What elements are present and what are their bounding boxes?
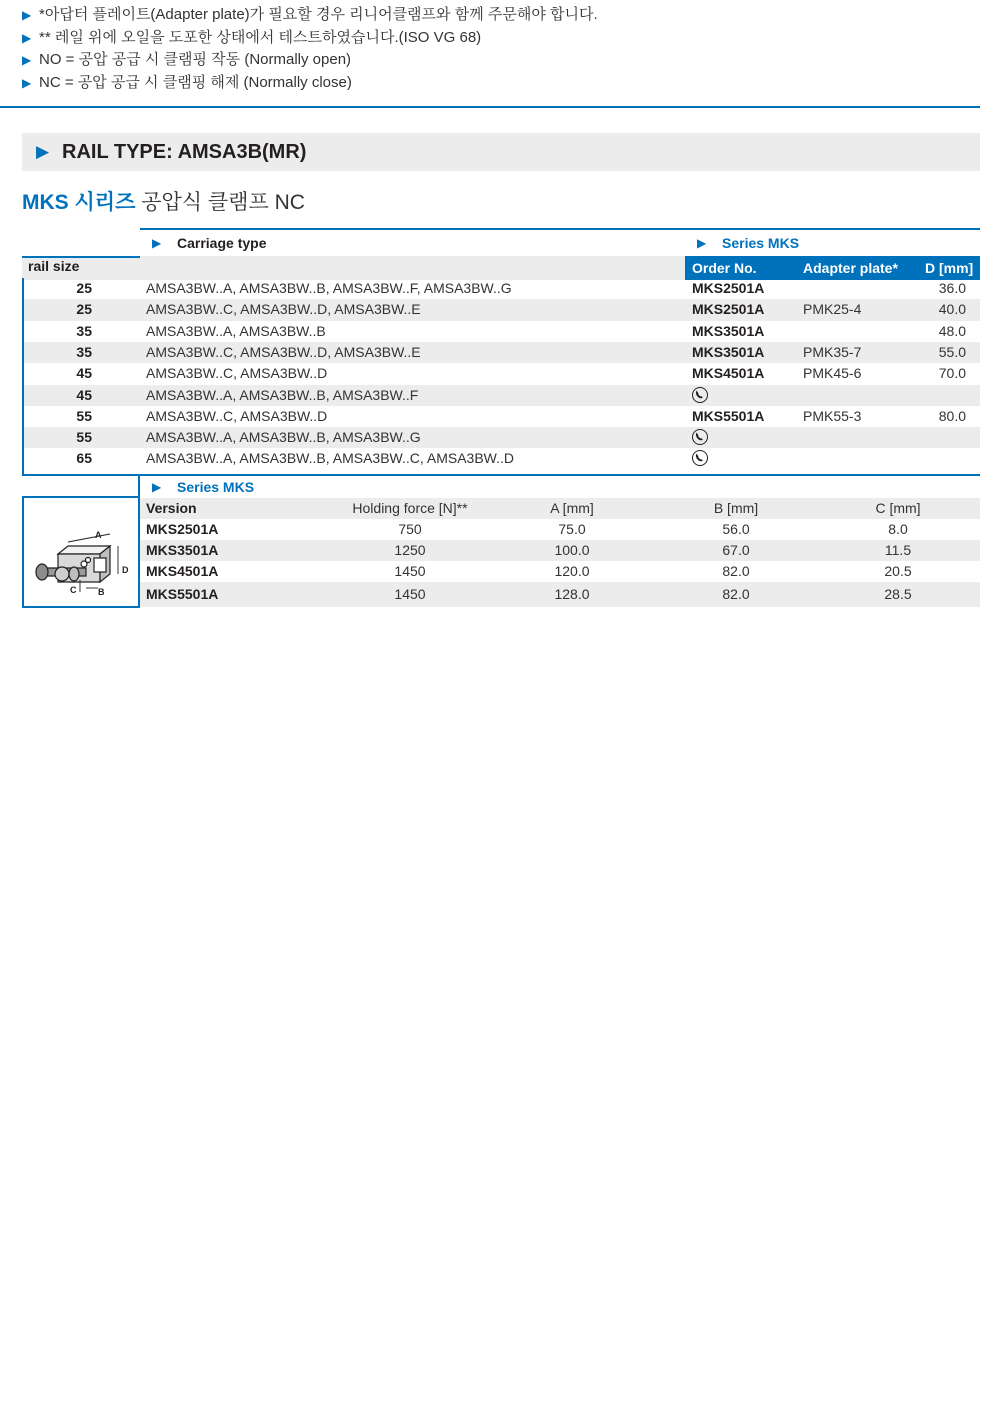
- c-cell: 28.5: [884, 586, 912, 602]
- notes-list: [22, 4, 982, 94]
- d-cell: 55.0: [938, 343, 966, 360]
- col-holding-force: Holding force [N]**: [352, 500, 468, 516]
- adapter-plate-cell: PMK25-4: [803, 301, 862, 318]
- triangle-icon: ▶: [22, 30, 32, 45]
- rail-type-header: [22, 133, 980, 171]
- rail-size-cell: 55: [76, 429, 92, 446]
- holding-cell: 750: [398, 521, 422, 537]
- c-cell: 11.5: [884, 542, 912, 558]
- col-d: D [mm]: [925, 260, 974, 276]
- d-cell: 70.0: [938, 365, 966, 382]
- adapter-plate-cell: PMK45-6: [803, 365, 862, 382]
- holding-cell: 1250: [394, 542, 426, 558]
- carriage-type-label: Carriage type: [177, 235, 267, 251]
- table-rule: [22, 496, 24, 608]
- rail-type-title: RAIL TYPE: AMSA3B(MR): [62, 141, 307, 163]
- d-cell: 80.0: [938, 407, 966, 424]
- a-cell: 120.0: [554, 563, 590, 579]
- table-rule: [22, 606, 140, 608]
- carriage-cell: AMSA3BW..C, AMSA3BW..D: [146, 407, 328, 424]
- adapter-plate-cell: PMK55-3: [803, 407, 862, 424]
- version-cell: MKS5501A: [146, 586, 219, 602]
- b-cell: 67.0: [722, 542, 750, 558]
- version-cell: MKS4501A: [146, 563, 219, 579]
- series-mks-label: Series MKS: [722, 235, 800, 251]
- col-c: C [mm]: [875, 500, 921, 516]
- table-rule: [22, 496, 140, 498]
- dimension-table: [22, 476, 980, 608]
- series-mks-label: Series MKS: [177, 479, 255, 495]
- carriage-cell: AMSA3BW..A, AMSA3BW..B, AMSA3BW..F, AMSA3BW..G: [146, 280, 512, 296]
- order-no-cell: MKS5501A: [692, 407, 765, 424]
- carriage-cell: AMSA3BW..A, AMSA3BW..B: [146, 322, 326, 339]
- series-name: MKS 시리즈: [22, 191, 136, 214]
- table-row: [22, 278, 980, 299]
- carriage-cell: AMSA3BW..C, AMSA3BW..D, AMSA3BW..E: [146, 343, 421, 360]
- table-row: [140, 561, 980, 582]
- rail-size-cell: 25: [76, 280, 92, 296]
- table-row: [140, 519, 980, 540]
- series-desc: 공압식 클램프 NC: [141, 191, 305, 214]
- series-title: [22, 186, 305, 216]
- divider: [0, 106, 980, 108]
- d-cell: 36.0: [938, 280, 966, 296]
- a-cell: 75.0: [558, 521, 586, 537]
- rail-size-cell: 45: [76, 365, 92, 382]
- version-cell: MKS3501A: [146, 542, 219, 558]
- rail-size-cell: 35: [76, 343, 92, 360]
- table-rule: [22, 278, 24, 476]
- holding-cell: 1450: [394, 563, 426, 579]
- carriage-cell: AMSA3BW..C, AMSA3BW..D: [146, 365, 328, 382]
- clamp-selection-table: [22, 228, 980, 476]
- carriage-cell: AMSA3BW..A, AMSA3BW..B, AMSA3BW..G: [146, 429, 421, 446]
- c-cell: 20.5: [884, 563, 912, 579]
- table-row: [22, 342, 980, 363]
- rail-size-label: rail size: [28, 258, 80, 274]
- table-row: [22, 299, 980, 320]
- table-row: [22, 406, 980, 427]
- diagram-label-c: C: [70, 585, 77, 595]
- rail-size-cell: 55: [76, 407, 92, 424]
- a-cell: 100.0: [554, 542, 590, 558]
- order-no-cell: MKS2501A: [692, 301, 765, 318]
- table-row: [140, 582, 980, 607]
- table-row: [22, 385, 980, 406]
- table-header-row: [140, 498, 980, 519]
- a-cell: 128.0: [554, 586, 590, 602]
- note-item: ▶ ** 레일 위에 오일을 도포한 상태에서 테스트하였습니다.(ISO VG 68): [22, 27, 982, 50]
- note-item: ▶ NO = 공압 공급 시 클램핑 작동 (Normally open): [22, 49, 982, 72]
- table-row: [22, 321, 980, 342]
- table-rule: [140, 228, 980, 230]
- diagram-label-b: B: [98, 587, 105, 597]
- adapter-plate-cell: PMK35-7: [803, 343, 862, 360]
- phone-icon: [692, 387, 708, 403]
- triangle-icon: ▶: [152, 480, 162, 494]
- rail-size-cell: 25: [76, 301, 92, 318]
- table-row: [22, 448, 980, 469]
- col-version: Version: [146, 500, 197, 516]
- c-cell: 8.0: [888, 521, 908, 537]
- triangle-icon: ▶: [22, 8, 32, 22]
- order-no-cell: MKS2501A: [692, 280, 765, 296]
- b-cell: 56.0: [722, 521, 750, 537]
- clamp-dimension-diagram: [28, 516, 134, 596]
- triangle-icon: ▶: [152, 236, 162, 250]
- version-cell: MKS2501A: [146, 521, 219, 537]
- diagram-label-a: A: [95, 530, 102, 540]
- triangle-icon: ▶: [697, 236, 707, 250]
- col-order-no: Order No.: [692, 260, 757, 276]
- col-a: A [mm]: [550, 500, 594, 516]
- order-no-cell: MKS3501A: [692, 343, 765, 360]
- rail-size-cell: 45: [76, 386, 92, 403]
- note-item: ▶ NC = 공압 공급 시 클램핑 해제 (Normally close): [22, 72, 982, 95]
- header-bg: [140, 256, 685, 280]
- d-cell: 40.0: [938, 301, 966, 318]
- diagram-label-d: D: [122, 565, 129, 575]
- triangle-icon: ▶: [36, 142, 50, 161]
- col-b: B [mm]: [713, 500, 759, 516]
- table-row: [22, 427, 980, 448]
- phone-icon: [692, 450, 708, 466]
- phone-icon: [692, 429, 708, 445]
- col-adapter-plate: Adapter plate*: [803, 260, 898, 276]
- table-row: [22, 363, 980, 384]
- note-item: ▶ *아답터 플레이트(Adapter plate)가 필요할 경우 리니어클램프와 함께 주문해야 합니다.: [22, 4, 982, 27]
- rail-size-cell: 35: [76, 322, 92, 339]
- rail-size-cell: 65: [76, 450, 92, 467]
- holding-cell: 1450: [394, 586, 426, 602]
- table-row: [140, 540, 980, 561]
- triangle-icon: ▶: [22, 75, 32, 90]
- d-cell: 48.0: [938, 322, 966, 339]
- b-cell: 82.0: [722, 563, 750, 579]
- b-cell: 82.0: [722, 586, 750, 602]
- order-no-cell: MKS3501A: [692, 322, 765, 339]
- carriage-cell: AMSA3BW..A, AMSA3BW..B, AMSA3BW..F: [146, 386, 419, 403]
- order-no-cell: MKS4501A: [692, 365, 765, 382]
- triangle-icon: ▶: [22, 53, 32, 67]
- carriage-cell: AMSA3BW..C, AMSA3BW..D, AMSA3BW..E: [146, 301, 421, 318]
- carriage-cell: AMSA3BW..A, AMSA3BW..B, AMSA3BW..C, AMSA3BW..D: [146, 450, 514, 467]
